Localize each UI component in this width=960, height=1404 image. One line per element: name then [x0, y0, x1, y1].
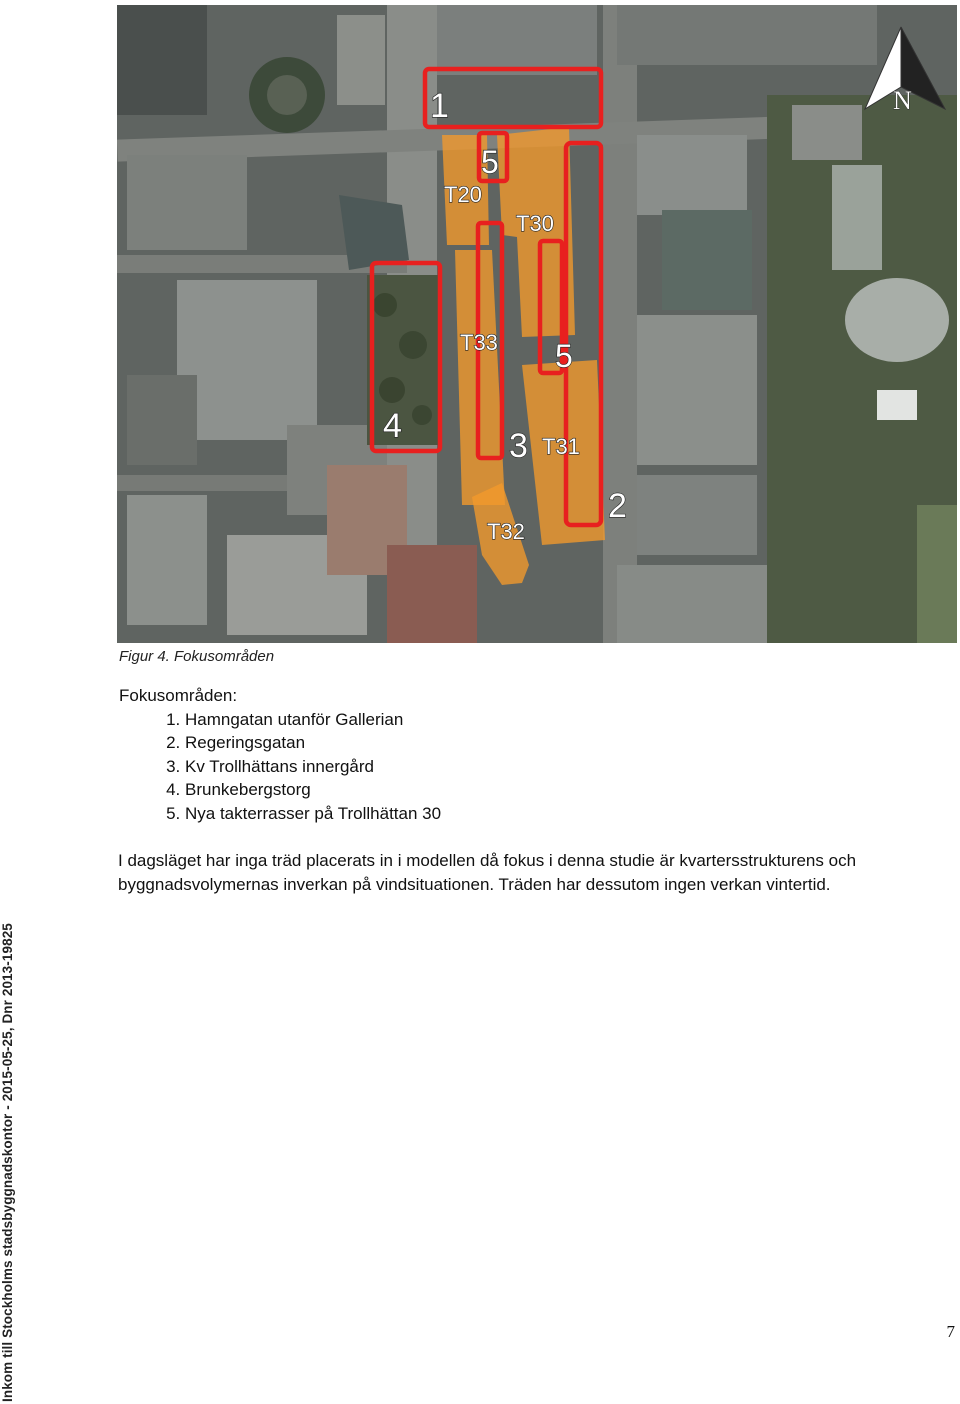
focus-item-3: 3. Kv Trollhättans innergård [185, 755, 441, 779]
focus-heading: Fokusområden: [119, 686, 238, 705]
aerial-map [117, 5, 957, 643]
building-label-t31: T31 [542, 434, 580, 459]
area-label-4: 4 [383, 407, 402, 445]
building-label-t32: T32 [487, 519, 525, 544]
north-label: N [893, 86, 912, 115]
focus-item-5: 5. Nya takterrasser på Trollhättan 30 [185, 802, 441, 826]
registration-stamp: Inkom till Stockholms stadsbyggnadskontor - 2015-05-25, Dnr 2013-19825 [0, 923, 15, 1402]
focus-item-1: 1. Hamngatan utanför Gallerian [185, 708, 441, 732]
area-label-2: 2 [608, 487, 627, 525]
building-label-t33: T33 [460, 330, 498, 355]
building-label-t30: T30 [516, 211, 554, 236]
area-label-3: 3 [509, 427, 528, 465]
focus-item-4: 4. Brunkebergstorg [185, 778, 441, 802]
aerial-map-figure [117, 5, 957, 643]
body-paragraph: I dagsläget har inga träd placerats in i modellen då fokus i denna studie är kvartersstrukturens och byggnadsvolymernas inverkan på vindsituationen. Träden har dessutom ingen verkan vintertid. [118, 851, 857, 894]
focus-list [119, 708, 441, 826]
page-number: 7 [946, 1322, 955, 1341]
figure-caption: Figur 4. Fokusområden [119, 648, 275, 665]
area-label-5b: 5 [555, 338, 573, 374]
building-label-t20: T20 [444, 182, 482, 207]
focus-item-2: 2. Regeringsgatan [185, 731, 441, 755]
area-label-5a: 5 [481, 144, 499, 180]
focus-areas [119, 684, 441, 825]
area-label-1: 1 [430, 87, 449, 125]
